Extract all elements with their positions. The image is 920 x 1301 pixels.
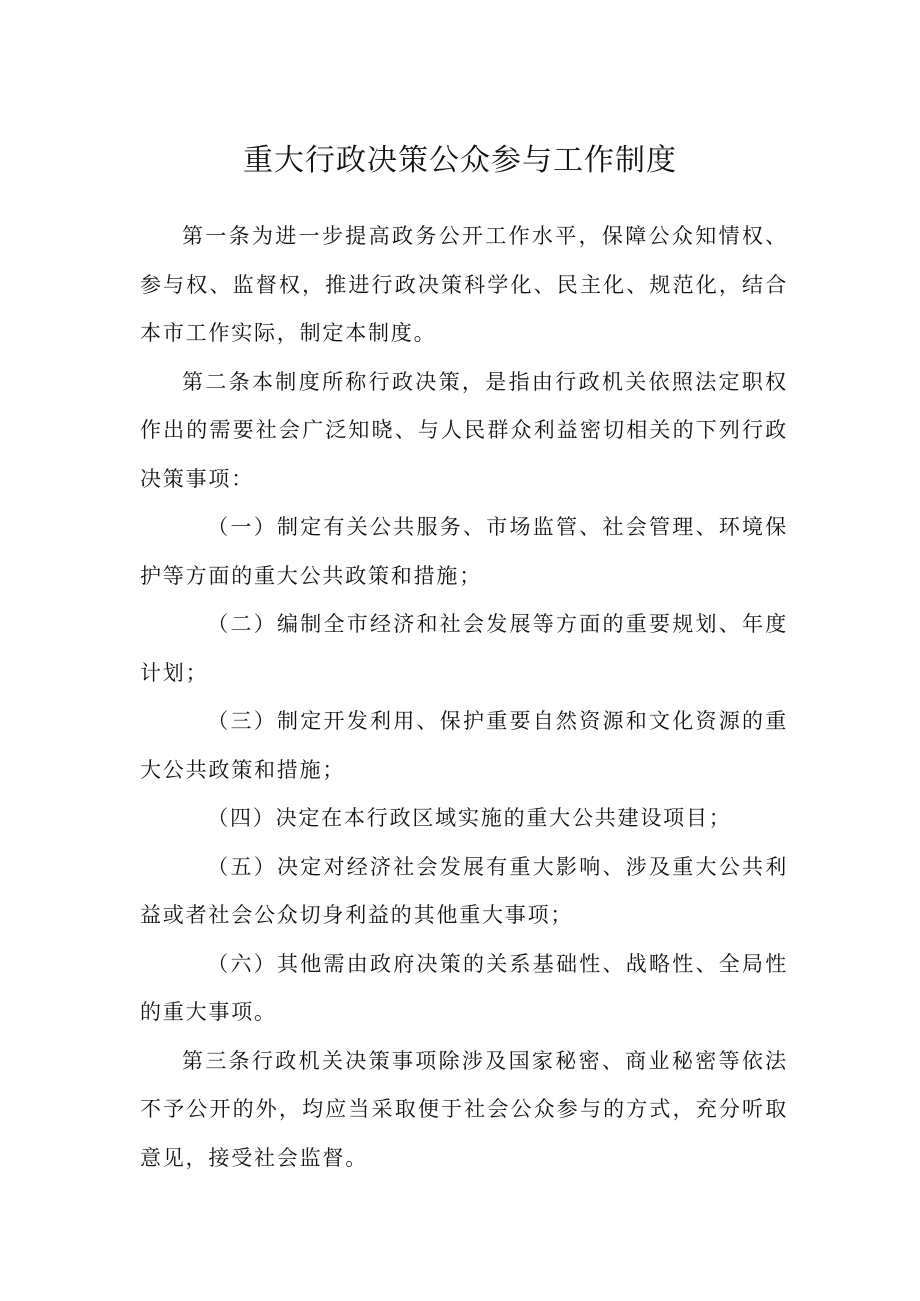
article-2-item-3: （三）制定开发利用、保护重要自然资源和文化资源的重大公共政策和措施；	[140, 709, 788, 782]
article-2-item-5: （五）决定对经济社会发展有重大影响、涉及重大公共利益或者社会公众切身利益的其他重大事项；	[140, 854, 788, 927]
article-1-paragraph: 第一条为进一步提高政务公开工作水平，保障公众知情权、参与权、监督权，推进行政决策科学化、民主化、规范化，结合本市工作实际，制定本制度。	[140, 224, 788, 345]
article-2-paragraph: 第二条本制度所称行政决策，是指由行政机关依照法定职权作出的需要社会广泛知晓、与人民群众利益密切相关的下列行政决策事项：	[140, 369, 788, 491]
article-2-item-6: （六）其他需由政府决策的关系基础性、战略性、全局性的重大事项。	[140, 951, 788, 1024]
article-3-paragraph: 第三条行政机关决策事项除涉及国家秘密、商业秘密等依法不予公开的外，均应当采取便于社会公众参与的方式，充分听取意见，接受社会监督。	[140, 1048, 788, 1170]
article-2-item-2: （二）编制全市经济和社会发展等方面的重要规划、年度计划；	[140, 612, 788, 685]
article-2-item-1: （一）制定有关公共服务、市场监管、社会管理、环境保护等方面的重大公共政策和措施；	[140, 515, 788, 588]
article-2-item-4: （四）决定在本行政区域实施的重大公共建设项目；	[207, 806, 732, 830]
document-body	[140, 212, 788, 1182]
document-title: 重大行政决策公众参与工作制度	[243, 143, 677, 178]
